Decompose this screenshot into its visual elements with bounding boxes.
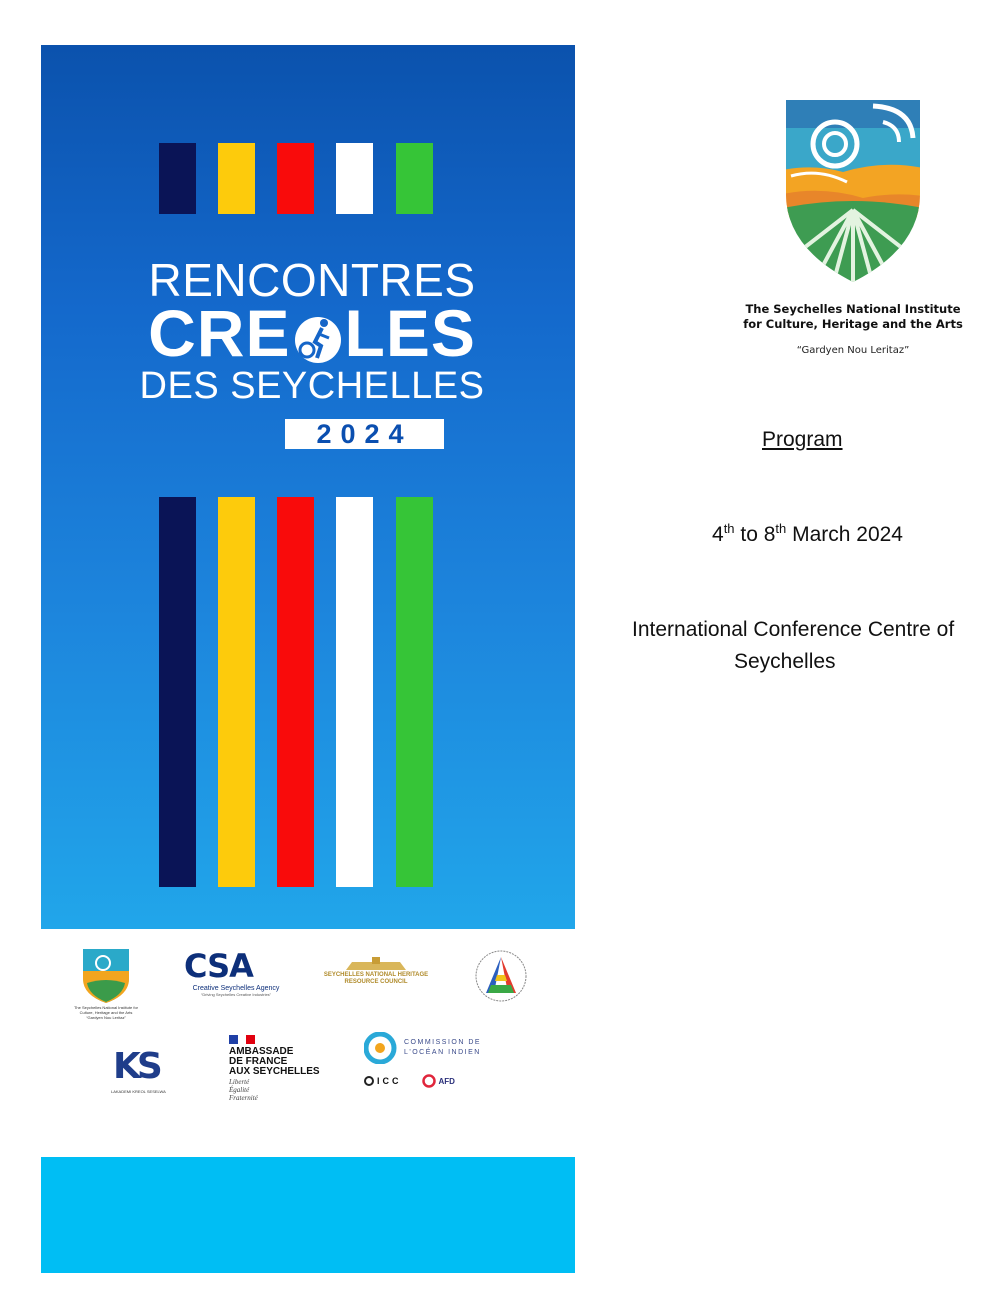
funders-row	[364, 1074, 484, 1088]
title-des-seychelles: DES SEYCHELLES	[139, 364, 485, 407]
stripe-white	[336, 497, 373, 887]
date-start-day: 4	[712, 523, 724, 546]
stripe-navy	[159, 143, 196, 214]
title-creoles-part1: CRE	[148, 296, 291, 370]
snicha-caption: The Seychelles National Institute for Culture, Heritage and the Arts	[73, 1005, 139, 1015]
date-end-suffix: th	[775, 521, 787, 536]
event-title	[125, 254, 499, 407]
venue-line2: Seychelles	[734, 650, 836, 673]
stripe-yellow	[218, 497, 255, 887]
event-poster	[41, 45, 575, 1273]
partner-logos	[41, 929, 575, 1153]
circular-a-logo	[474, 949, 528, 1008]
ambassade-line1: AMBASSADE	[229, 1046, 294, 1057]
ks-logo	[111, 1044, 181, 1094]
institute-name	[735, 302, 971, 332]
heritage-council-logo	[321, 954, 431, 986]
csa-wordmark-icon: CSA	[184, 947, 253, 985]
stripe-white	[336, 143, 373, 214]
heritage-building-icon	[336, 954, 416, 972]
snicha-crest	[783, 98, 923, 289]
stripe-green	[396, 143, 433, 214]
republique-motto-3: Fraternité	[229, 1094, 258, 1102]
stripe-navy	[159, 497, 196, 887]
stripe-yellow	[218, 143, 255, 214]
coi-header	[364, 1032, 484, 1064]
title-rencontres: RENCONTRES	[148, 254, 476, 306]
csa-name: Creative Seychelles Agency	[192, 985, 280, 992]
poster-footer-band	[41, 1157, 575, 1273]
date-end: March 2024	[786, 523, 903, 546]
ambassade-logo	[229, 1035, 339, 1101]
institute-name-line1: The Seychelles National Institute	[745, 302, 961, 316]
snicha-logo	[71, 947, 141, 1020]
french-flag-icon	[229, 1035, 255, 1044]
afd-ring-icon	[422, 1074, 436, 1088]
poster-banner	[41, 45, 575, 929]
institute-motto: “Gardyen Nou Leritaz”	[796, 345, 910, 356]
afd-label: AFD	[438, 1076, 455, 1086]
institute-name-line2: for Culture, Heritage and the Arts	[743, 317, 963, 331]
svg-text:KS: KS	[113, 1046, 159, 1084]
program-dates	[712, 521, 903, 547]
stripe-green	[396, 497, 433, 887]
republique-motto-1: Liberté	[229, 1078, 250, 1086]
ks-mark-icon	[111, 1044, 167, 1084]
csa-logo	[184, 947, 288, 997]
hoop-runner-icon	[291, 312, 345, 366]
snicha-crest-icon	[81, 947, 131, 1005]
circular-a-icon	[474, 949, 528, 1003]
heritage-line2: RESOURCE COUNCIL	[344, 979, 408, 985]
coi-swirl-icon	[364, 1032, 400, 1064]
coi-line1: COMMISSION DE	[404, 1039, 482, 1046]
program-heading: Program	[762, 428, 843, 451]
ambassade-line2: DE FRANCE	[229, 1056, 288, 1067]
event-year: 2024	[285, 419, 444, 449]
title-creoles	[125, 296, 499, 370]
ks-caption: LAKADEMI KREOL SESELWA	[111, 1089, 166, 1094]
icc-mark-icon	[364, 1076, 374, 1086]
republique-motto-2: Égalité	[229, 1086, 250, 1094]
date-start-suffix: th	[723, 521, 735, 536]
coi-line2: L'OCÉAN INDIEN	[404, 1049, 481, 1056]
title-creoles-part2: LES	[344, 296, 476, 370]
csa-tagline: “Driving Seychelles Creative Industries”	[200, 992, 272, 997]
heritage-line1: SEYCHELLES NATIONAL HERITAGE	[323, 972, 429, 978]
afd-logo	[422, 1074, 455, 1088]
snicha-motto: “Gardyen Nou Leritaz”	[86, 1015, 126, 1020]
stripe-red	[277, 497, 314, 887]
venue-line1: International Conference Centre of	[632, 618, 955, 641]
date-middle: to 8	[734, 523, 776, 546]
stripe-red	[277, 143, 314, 214]
icc-logo	[364, 1076, 402, 1086]
coi-logo	[364, 1032, 484, 1088]
snicha-crest-large-icon	[783, 98, 923, 284]
ambassade-line3: AUX SEYCHELLES	[229, 1066, 320, 1077]
icc-label: ICC	[377, 1076, 402, 1086]
